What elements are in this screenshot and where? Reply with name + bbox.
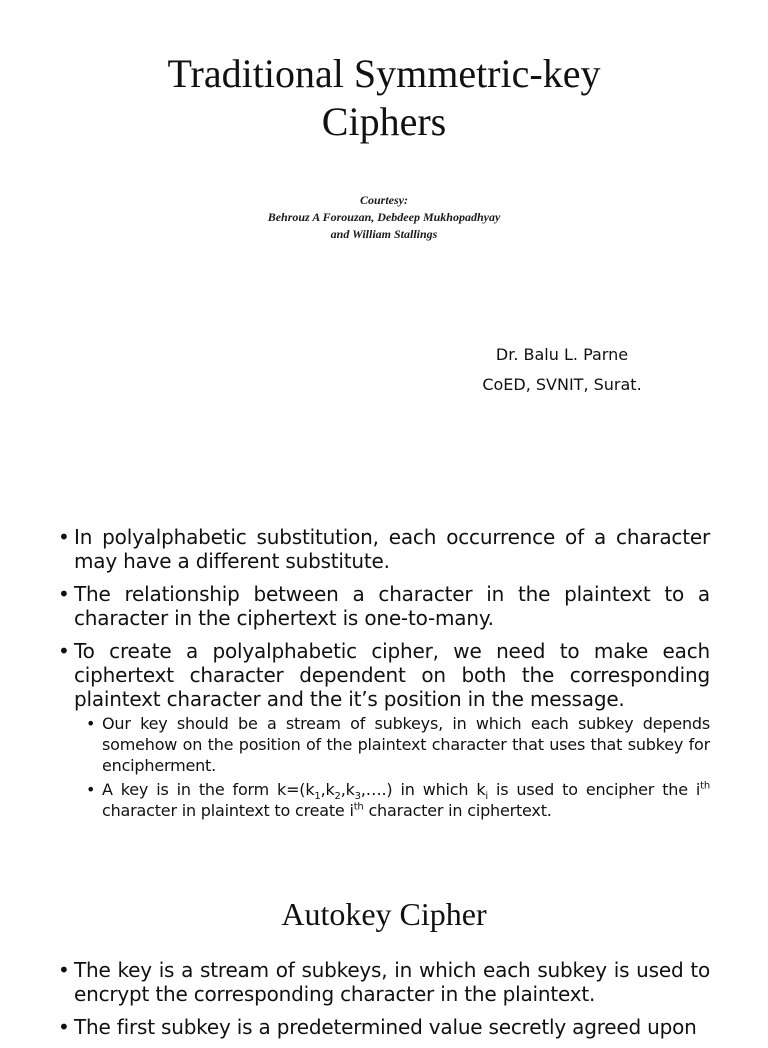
- bullet-item: • The relationship between a character in the plaintext to a character in the ciphertext is one-to-many.: [58, 582, 710, 630]
- bullet-item: • In polyalphabetic substitution, each occurrence of a character may have a different substitute.: [58, 525, 710, 573]
- courtesy-authors-1: Behrouz A Forouzan, Debdeep Mukhopadhyay: [267, 210, 501, 224]
- bullet-item: • The key is a stream of subkeys, in which each subkey is used to encrypt the corresponding character in the plaintext.: [58, 958, 710, 1006]
- polyalphabetic-bullets: [58, 525, 710, 830]
- courtesy-block: [0, 192, 768, 243]
- autokey-title: Autokey Cipher: [281, 896, 487, 932]
- bullet-item: • The first subkey is a predetermined value secretly agreed upon: [58, 1015, 710, 1039]
- slide-title: [0, 50, 768, 146]
- sub-bullet-item: • Our key should be a stream of subkeys, in which each subkey depends somehow on the position of the plaintext character that uses that subkey for encipherment.: [86, 713, 710, 776]
- title-line-1: Traditional Symmetric-key: [167, 51, 601, 96]
- courtesy-label: Courtesy:: [360, 193, 408, 207]
- title-slide: [0, 0, 768, 500]
- presenter-name: Dr. Balu L. Parne: [495, 345, 629, 364]
- sub-bullet-list: [86, 713, 710, 821]
- title-line-2: Ciphers: [321, 99, 447, 144]
- sub-bullet-item: • A key is in the form $k=(k_1,k_2,k_3,\dots.)$ in which $k_i$ is used to encipher the $i^{th}$ character in plaintext to create $i^{th}$ character in ciphertext.: [86, 779, 710, 821]
- courtesy-authors-2: and William Stallings: [330, 227, 438, 241]
- bullet-text: To create a polyalphabetic cipher, we need to make each ciphertext character dependent on both the corresponding plaintext character and the it’s position in the message.: [74, 639, 710, 711]
- presenter-affiliation: CoED, SVNIT, Surat.: [482, 375, 642, 394]
- presenter-block: [452, 340, 672, 400]
- bullet-item: [58, 639, 710, 821]
- autokey-bullets: [58, 958, 710, 1048]
